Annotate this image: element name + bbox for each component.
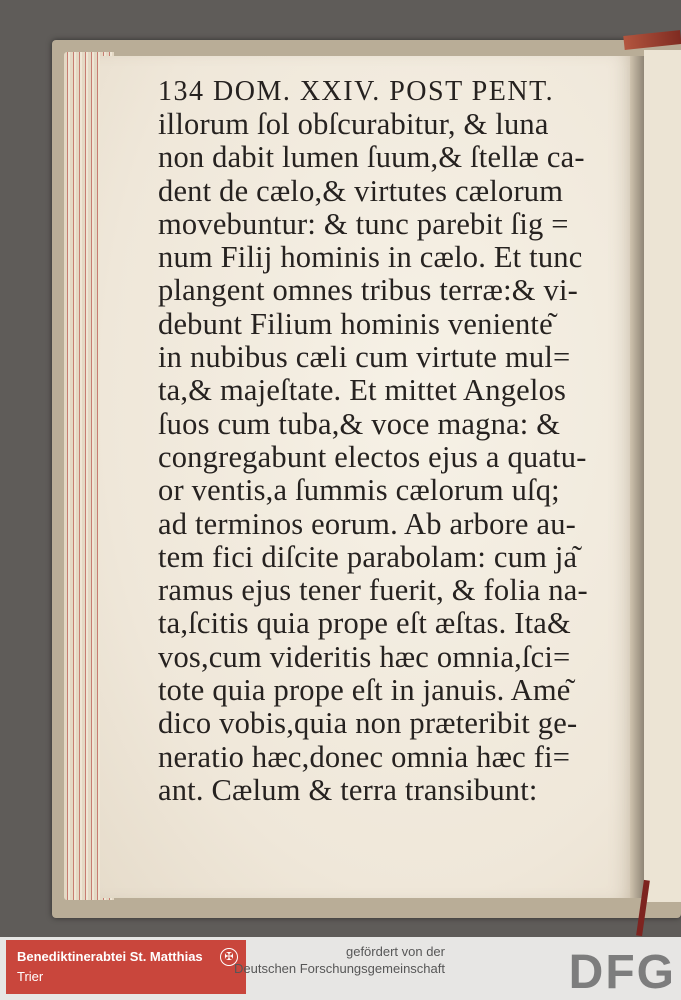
text-line: plangent omnes tribus terræ:& vi- — [158, 273, 578, 308]
funding-line-1: gefördert von der — [345, 944, 445, 959]
text-line: ad terminos eorum. Ab arbore au- — [158, 506, 577, 541]
text-line: or ventis,a ſummis cælorum uſq; — [158, 473, 560, 508]
page-text — [158, 76, 638, 807]
text-line: num Filij hominis in cælo. Et tunc — [158, 240, 583, 275]
dfg-logo[interactable] — [450, 944, 676, 994]
text-line: tote quia prope eſt in januis. Ame͂ — [158, 673, 571, 708]
text-line: dico vobis,quia non præteribit ge- — [158, 706, 578, 741]
text-line: non dabit lumen ſuum,& ſtellæ ca- — [158, 140, 585, 175]
crest-icon: ✠ — [220, 948, 238, 966]
funding-note — [234, 943, 445, 977]
text-line: ramus ejus tener fuerit, & folia na- — [158, 573, 588, 608]
text-line: congregabunt electos ejus a quatu- — [158, 439, 587, 474]
running-header: 134 DOM. XXIV. POST PENT. — [158, 76, 555, 107]
text-line: neratio hæc,donec omnia hæc fi= — [158, 739, 571, 774]
funding-line-2: Deutschen Forschungsgemeinschaft — [233, 961, 445, 976]
institution-badge[interactable] — [6, 940, 246, 994]
text-line: debunt Filium hominis veniente͂ — [158, 306, 553, 341]
text-line: in nubibus cæli cum virtute mul= — [158, 340, 571, 375]
text-line: vos,cum videritis hæc omnia,ſci= — [158, 639, 571, 674]
institution-place: Trier — [17, 969, 44, 984]
text-line: ſuos cum tuba,& voce magna: & — [158, 406, 561, 441]
dfg-logo-text: DFG — [568, 946, 676, 994]
text-line: dent de cælo,& virtutes cælorum — [158, 173, 564, 208]
text-line: illorum ſol obſcurabitur, & luna — [158, 107, 549, 141]
text-line: ta,& majeſtate. Et mittet Angelos — [158, 373, 567, 408]
institution-name: Benediktinerabtei St. Matthias — [17, 949, 203, 964]
text-line: movebuntur: & tunc parebit ſig = — [158, 206, 569, 241]
text-line: ant. Cælum & terra transibunt: — [158, 772, 538, 807]
text-line: tem fici diſcite parabolam: cum ja͂ — [158, 539, 578, 574]
footer-bar — [0, 937, 681, 1000]
facing-page — [644, 50, 681, 902]
text-line: ta,ſcitis quia prope eſt æſtas. Ita& — [158, 606, 571, 641]
